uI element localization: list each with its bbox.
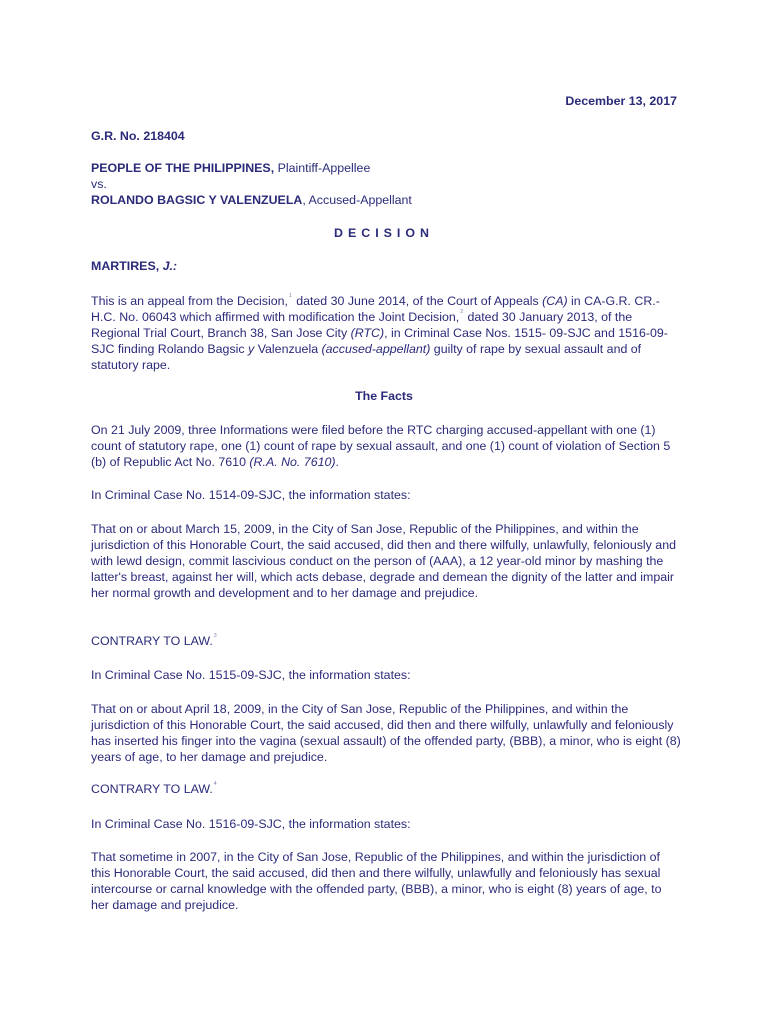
intro-text-1: This is an appeal from the Decision, [91, 294, 288, 308]
case2-information: That on or about April 18, 2009, in the City of San Jose, Republic of the Philippines, and within the jurisdiction of this Honorable Court, the said accused, did then and there wilfully, unlawfully and feloniously has inserted his finger into the vagina (sexual assault) of the offended party, (BBB), a minor, who is eight (8) years of age, to her damage and prejudice. [91, 702, 681, 764]
intro-text-3: in CA-G.R. CR.-H.C. No. 06043 which affirmed with modification the Joint Decision, [91, 294, 660, 324]
intro-text-7: guilty of rape by sexual assault and of statutory rape. [91, 342, 642, 372]
intro-accused-appellant: (accused-appellant) [321, 342, 431, 356]
case-parties [91, 160, 681, 208]
case3-intro: In Criminal Case No. 1516-09-SJC, the information states: [91, 817, 411, 831]
decision-heading: DECISION [334, 226, 434, 240]
gr-number: G.R. No. 218404 [91, 129, 185, 143]
intro-ca: (CA) [542, 294, 568, 308]
contrary-to-law-1 [91, 633, 681, 649]
case1-intro: In Criminal Case No. 1514-09-SJC, the information states: [91, 488, 411, 502]
footnote-link-4[interactable]: 4 [213, 781, 217, 787]
intro-text-5: , in Criminal Case Nos. 1515- 09-SJC and 1516-09-SJC finding Rolando Bagsic [91, 326, 668, 356]
intro-rtc: (RTC) [350, 326, 385, 340]
ponente-title: J.: [162, 259, 178, 273]
facts-paragraph [91, 422, 681, 470]
contrary-text-1: CONTRARY TO LAW. [91, 634, 213, 648]
versus: vs. [91, 177, 107, 191]
facts-ra: (R.A. No. 7610) [249, 455, 336, 469]
decision-date: December 13, 2017 [565, 94, 677, 108]
footnote-link-3[interactable]: 3 [213, 633, 217, 639]
intro-text-2: dated 30 June 2014, of the Court of Appeals [292, 294, 543, 308]
accused-role: , Accused-Appellant [302, 193, 412, 207]
contrary-to-law-2 [91, 781, 681, 797]
intro-text-6: Valenzuela [254, 342, 322, 356]
plaintiff-name: PEOPLE OF THE PHILIPPINES, [91, 161, 275, 175]
contrary-text-2: CONTRARY TO LAW. [91, 782, 213, 796]
ponente [91, 258, 681, 274]
intro-y: y [248, 342, 255, 356]
ponente-name: MARTIRES, [91, 259, 163, 273]
footnote-link-1[interactable]: 1 [288, 293, 292, 299]
plaintiff-role: Plaintiff-Appellee [274, 161, 371, 175]
intro-paragraph [91, 293, 681, 373]
case1-information: That on or about March 15, 2009, in the City of San Jose, Republic of the Philippines, and within the jurisdiction of this Honorable Court, the said accused, did then and there wilfully, unlawfully, feloniously and with lewd design, commit lascivious conduct on the person of (AAA), a 12 year-old minor by mashing the latter's breast, against her will, which acts debase, degrade and demean the dignity of the latter and impair her normal growth and development and to her damage and prejudice. [91, 522, 676, 600]
facts-text-2: . [335, 455, 339, 469]
intro-text-4: dated 30 January 2013, of the Regional Trial Court, Branch 38, San Jose City [91, 310, 633, 340]
accused-name: ROLANDO BAGSIC Y VALENZUELA [91, 193, 303, 207]
case2-intro: In Criminal Case No. 1515-09-SJC, the information states: [91, 668, 411, 682]
case3-information: That sometime in 2007, in the City of San Jose, Republic of the Philippines, and within the jurisdiction of this Honorable Court, the said accused, did then and there wilfully, unlawfully and feloniously has sexual intercourse or carnal knowledge with the offended party, (BBB), a minor, who is eight (8) years of age, to her damage and prejudice. [91, 850, 662, 912]
facts-text-1: On 21 July 2009, three Informations were filed before the RTC charging accused-appellant with one (1) count of statutory rape, one (1) count of rape by sexual assault, and one (1) count of violation of Section 5 (b) of Republic Act No. 7610 [91, 423, 671, 469]
footnote-link-2[interactable]: 2 [460, 309, 464, 315]
facts-heading: The Facts [355, 389, 413, 403]
